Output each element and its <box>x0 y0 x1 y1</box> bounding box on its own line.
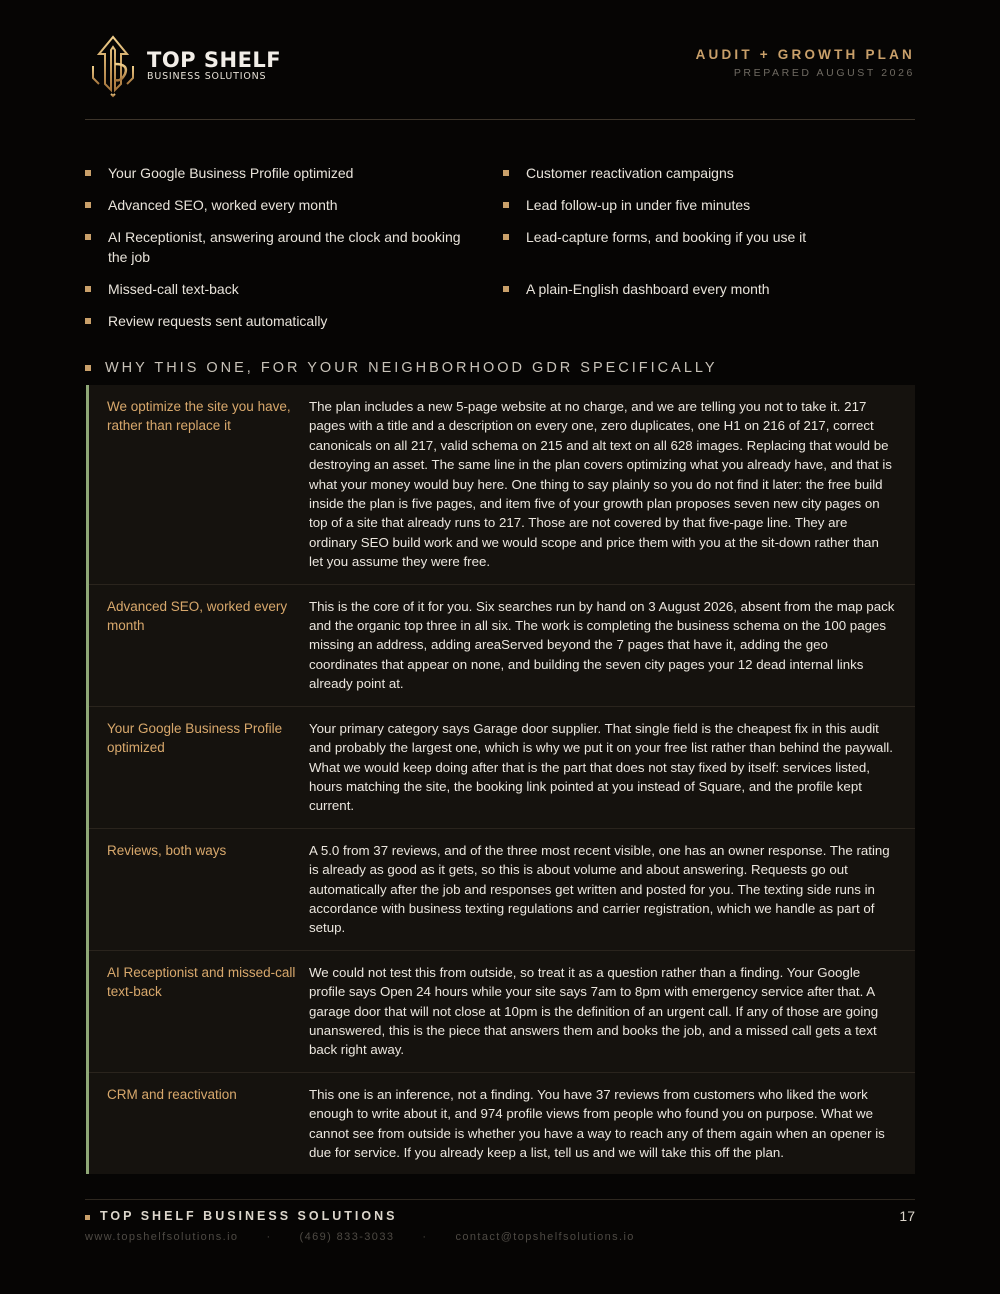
document-title: AUDIT + GROWTH PLAN <box>695 47 915 62</box>
bullet-icon <box>85 286 91 292</box>
bullet-icon <box>85 1215 90 1220</box>
brand-logo <box>85 34 281 98</box>
list-item: Your Google Business Profile optimized <box>85 164 503 184</box>
services-column-right <box>503 164 915 344</box>
row-body: This is the core of it for you. Six searches run by hand on 3 August 2026, absent from the map pack and the organic top three in all six. The work is completing the business schema on the 100 pages missing an address, adding areaServed beyond the 7 pages that have it, adding the geo coordinates that appear on none, and building the seven city pages your 12 dead internal links already point at. <box>309 598 895 692</box>
row-body: Your primary category says Garage door supplier. That single field is the cheapest fix in this audit and probably the largest one, which is why we put it on your free list rather than behind the paywall. What we would keep doing after that is the part that does not stay fixed by itself: services listed, hours matching the site, the booking link pointed at you instead of Square, and the profile kept current. <box>309 720 893 814</box>
header-divider <box>85 119 915 120</box>
row-label: Your Google Business Profile optimized <box>107 720 283 756</box>
page-number: 17 <box>899 1208 915 1224</box>
list-item: A plain-English dashboard every month <box>503 280 915 300</box>
bullet-icon <box>503 170 509 176</box>
brand-main: TOP SHELF <box>147 48 282 72</box>
bullet-icon <box>85 234 91 240</box>
footer-separator: · <box>266 1231 272 1243</box>
list-item: Customer reactivation campaigns <box>503 164 915 184</box>
section-heading: WHY THIS ONE, FOR YOUR NEIGHBORHOOD GDR SPECIFICALLY <box>85 360 718 376</box>
row-label: AI Receptionist and missed-call text-back <box>107 964 296 1000</box>
brand-wordmark <box>147 49 281 83</box>
list-item: Lead follow-up in under five minutes <box>503 196 915 216</box>
footer-brand: TOP SHELF BUSINESS SOLUTIONS <box>85 1209 397 1223</box>
footer-separator: · <box>422 1231 428 1243</box>
bullet-icon <box>85 202 91 208</box>
table-row <box>89 829 915 951</box>
row-body: We could not test this from outside, so treat it as a question rather than a finding. Your Google profile says Open 24 hours while your site says 7am to 8pm with emergency service after that. A garage door that will not close at 10pm is the definition of an urgent call. If any of those are going unanswered, this is the piece that answers them and books the job, and a missed call gets a text back right away. <box>309 964 879 1058</box>
row-body: A 5.0 from 37 reviews, and of the three most recent visible, one has an owner response. The rating is already as good as it gets, so this is about volume and about answering. Requests go out automatically after the job and responses get written and posted for you. The texting side runs in accordance with business texting regulations and carrier registration, which we handle as part of setup. <box>309 842 890 936</box>
bullet-icon <box>85 318 91 324</box>
services-list <box>85 164 915 344</box>
bullet-icon <box>503 286 509 292</box>
list-item: Review requests sent automatically <box>85 312 503 332</box>
footer-email[interactable]: contact@topshelfsolutions.io <box>455 1231 635 1243</box>
list-item: Advanced SEO, worked every month <box>85 196 503 216</box>
table-row <box>89 1073 915 1175</box>
bullet-icon <box>503 202 509 208</box>
brand-sub: BUSINESS SOLUTIONS <box>147 71 267 82</box>
logo-mark-icon <box>85 34 141 98</box>
page-header <box>85 30 915 120</box>
row-label: CRM and reactivation <box>107 1086 237 1102</box>
bullet-icon <box>85 365 91 371</box>
table-row <box>89 951 915 1073</box>
table-row <box>89 707 915 829</box>
list-item: Lead-capture forms, and booking if you use it <box>503 228 915 248</box>
table-row <box>89 385 915 585</box>
row-body: This one is an inference, not a finding. You have 37 reviews from customers who liked the work enough to write about it, and 974 profile views from people who found you on purpose. What we cannot see from outside is whether you have a way to reach any of them again when an opener is due for service. If you already keep a list, tell us and we will take this off the plan. <box>309 1086 885 1160</box>
document-subtitle: PREPARED AUGUST 2026 <box>733 67 915 79</box>
list-item: Missed-call text-back <box>85 280 503 300</box>
row-label: Reviews, both ways <box>107 842 227 858</box>
table-row <box>89 585 915 707</box>
footer-divider <box>85 1199 915 1200</box>
row-body: The plan includes a new 5-page website at no charge, and we are telling you not to take it. 217 pages with a title and a description on every one, zero duplicates, one H1 on 216 of 217, correct canonicals on all 217, valid schema on 215 and alt text on all 628 images. Replacing that would be destroying an asset. The same line in the plan covers optimizing what you already have, and that is what your money would buy here. One thing to say plainly so you do not find it later: the free build inside the plan is five pages, and item five of your growth plan proposes seven new city pages on top of a site that already runs to 217. Those are not covered by that five-page line. They are ordinary SEO build work and we would scope and price them with you at the sit-down rather than let you assume they were free. <box>309 399 892 570</box>
services-column-left <box>85 164 503 344</box>
bullet-icon <box>85 170 91 176</box>
footer-website[interactable]: www.topshelfsolutions.io <box>85 1231 239 1243</box>
list-item: AI Receptionist, answering around the clock and booking the job <box>85 228 503 267</box>
row-label: Advanced SEO, worked every month <box>107 598 288 634</box>
footer-contact <box>85 1231 635 1243</box>
footer-phone[interactable]: (469) 833-3033 <box>299 1231 395 1243</box>
bullet-icon <box>503 234 509 240</box>
reasons-table <box>86 385 915 1174</box>
row-label: We optimize the site you have, rather than replace it <box>107 399 291 434</box>
